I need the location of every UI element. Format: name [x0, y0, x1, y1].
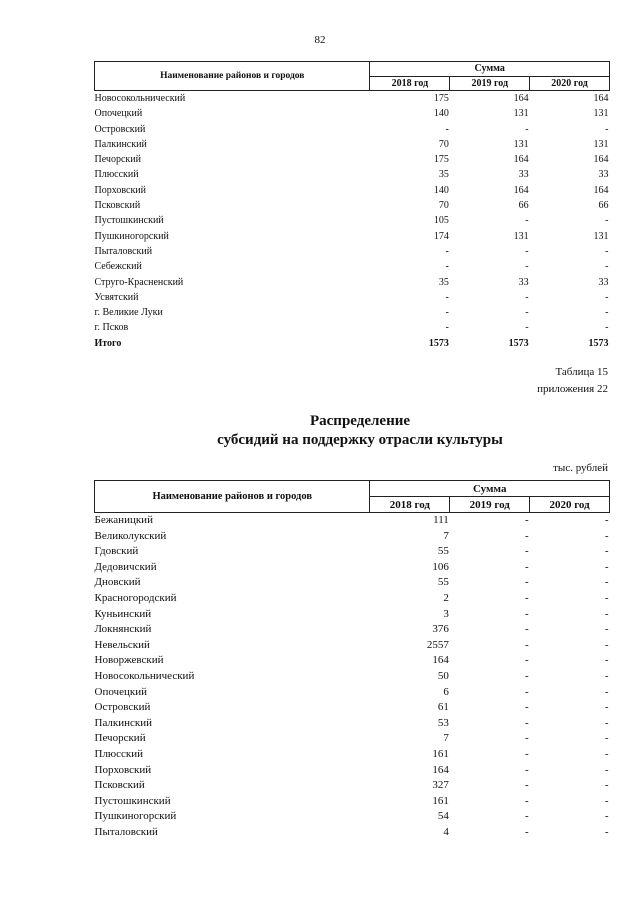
district-name: Гдовский [94, 545, 139, 558]
value-2019: - [525, 322, 529, 334]
value-2018: 53 [437, 716, 449, 729]
table-row [95, 560, 610, 576]
header-year-2019: 2019 год [450, 76, 530, 91]
district-name: Пушкиногорский [94, 230, 169, 242]
value-2020: - [605, 245, 609, 257]
value-2018: 1573 [428, 337, 449, 349]
value-2018: 105 [433, 215, 449, 227]
table-row [95, 544, 610, 560]
value-2018: 50 [437, 669, 449, 682]
district-name: г. Псков [94, 322, 129, 334]
value-2019: - [524, 638, 529, 651]
value-2019: 164 [513, 93, 529, 104]
value-2019: - [524, 591, 529, 604]
value-2019: - [525, 215, 529, 227]
value-2020: - [604, 638, 609, 651]
table-row [95, 575, 610, 591]
table-row [95, 669, 610, 685]
value-2018: 2 [443, 591, 449, 604]
table-row [95, 152, 610, 167]
table-row [95, 91, 610, 107]
header-year-2018: 2018 год [370, 76, 450, 91]
district-name: Новосокольнический [94, 669, 195, 682]
table-row [95, 825, 610, 841]
value-2018: 106 [432, 560, 449, 573]
value-2018: 175 [433, 93, 449, 104]
table-row [95, 763, 610, 779]
value-2020: - [605, 123, 609, 135]
table-row [95, 320, 610, 335]
table-row [95, 259, 610, 274]
table-row [95, 700, 610, 716]
value-2020: 164 [593, 93, 609, 104]
value-2019: 66 [518, 200, 529, 212]
value-2018: - [445, 291, 449, 303]
value-2019: - [524, 529, 529, 542]
table-row [95, 685, 610, 701]
district-name: Псковский [94, 779, 145, 792]
table-row [95, 638, 610, 654]
table-row [95, 244, 610, 259]
value-2019: - [524, 732, 529, 745]
value-2020: - [604, 545, 609, 558]
table-row [95, 290, 610, 305]
value-2020: - [605, 291, 609, 303]
district-name: Струго-Красненский [94, 276, 184, 288]
value-2020: 164 [593, 154, 609, 166]
district-name: Плюсский [94, 747, 144, 760]
value-2018: 140 [433, 108, 449, 120]
district-name: Палкинский [94, 138, 147, 150]
table-row [95, 275, 610, 290]
table-row [95, 305, 610, 320]
value-2020: - [604, 716, 609, 729]
district-name: Новоржевский [94, 654, 164, 667]
value-2018: - [445, 322, 449, 334]
value-2020: - [604, 623, 609, 636]
district-name: Великолукский [94, 529, 167, 542]
header-name-column: Наименование районов и городов [95, 62, 370, 91]
value-2018: 35 [438, 169, 449, 181]
value-2019: 33 [518, 169, 529, 181]
table-row [95, 137, 610, 152]
value-2018: 70 [438, 138, 449, 150]
district-name: Опочецкий [94, 685, 147, 698]
value-2019: - [524, 701, 529, 714]
value-2019: - [524, 763, 529, 776]
district-name: Усвятский [94, 291, 139, 303]
header-year-2020: 2020 год [530, 76, 610, 91]
value-2019: 164 [513, 154, 529, 166]
district-name: Дновский [94, 576, 141, 589]
district-name: Красногородский [94, 591, 177, 604]
header-name-column: Наименование районов и городов [95, 481, 370, 513]
district-name: Пустошкинский [94, 215, 164, 227]
value-2018: 7 [443, 529, 449, 542]
value-2019: 164 [513, 184, 529, 196]
value-2019: - [525, 123, 529, 135]
table-row [95, 716, 610, 732]
table-row [95, 183, 610, 198]
value-2020: - [604, 763, 609, 776]
value-2020: - [604, 529, 609, 542]
table-row [95, 213, 610, 228]
value-2018: 164 [432, 654, 449, 667]
district-name: Пыталовский [94, 825, 158, 838]
header-year-2019: 2019 год [450, 497, 530, 513]
value-2020: - [604, 701, 609, 714]
value-2019: 1573 [508, 337, 529, 349]
value-2020: - [604, 591, 609, 604]
value-2020: 131 [593, 230, 609, 242]
value-2020: 66 [598, 200, 609, 212]
value-2020: 164 [593, 184, 609, 196]
value-2019: - [524, 825, 529, 838]
district-name: Итого [94, 337, 122, 349]
table-label: Таблица 15 [555, 366, 608, 378]
district-name: Печорский [94, 732, 146, 745]
culture-subsidy-table [94, 480, 610, 840]
units-label: тыс. рублей [553, 462, 608, 474]
value-2019: - [524, 747, 529, 760]
value-2020: - [604, 794, 609, 807]
district-name: Дедовичский [94, 560, 157, 573]
table-row [95, 591, 610, 607]
value-2020: 131 [593, 138, 609, 150]
district-name: Островский [94, 701, 151, 714]
value-2019: - [524, 545, 529, 558]
district-name: Локнянский [94, 623, 152, 636]
header-year-2018: 2018 год [370, 497, 450, 513]
section-title: Распределение [309, 413, 411, 429]
value-2020: - [604, 779, 609, 792]
value-2020: - [604, 607, 609, 620]
district-name: Куньинский [94, 607, 152, 620]
district-name: Пустошкинский [94, 794, 171, 807]
value-2018: 140 [433, 184, 449, 196]
value-2018: 61 [437, 701, 449, 714]
value-2018: 4 [443, 825, 449, 838]
value-2018: - [445, 123, 449, 135]
district-name: Печорский [94, 154, 141, 166]
value-2019: - [524, 685, 529, 698]
value-2019: - [524, 794, 529, 807]
value-2018: 70 [438, 200, 449, 212]
district-name: Невельский [94, 638, 150, 651]
table-row [95, 122, 610, 137]
table-row [95, 198, 610, 213]
value-2020: - [604, 654, 609, 667]
table-row [95, 513, 610, 529]
value-2019: - [525, 307, 529, 319]
value-2018: 174 [433, 230, 449, 242]
value-2018: 2557 [426, 638, 449, 651]
district-name: Порховский [94, 763, 152, 776]
table-row [95, 167, 610, 182]
table-row [95, 529, 610, 545]
value-2018: 6 [443, 685, 449, 698]
table-row [95, 747, 610, 763]
value-2020: 131 [593, 108, 609, 120]
page-number: 82 [314, 34, 326, 46]
table-row [95, 229, 610, 244]
value-2020: - [604, 576, 609, 589]
value-2019: - [524, 810, 529, 823]
value-2019: - [524, 514, 529, 526]
value-2019: 131 [513, 108, 529, 120]
table-row [95, 607, 610, 623]
allocation-table-1 [94, 61, 610, 351]
value-2018: 35 [438, 276, 449, 288]
value-2020: - [604, 810, 609, 823]
table-row [95, 622, 610, 638]
value-2019: - [524, 623, 529, 636]
district-name: Пыталовский [94, 245, 153, 257]
table-row [95, 106, 610, 121]
district-name: Островский [94, 123, 146, 135]
table-row [95, 794, 610, 810]
value-2019: - [524, 716, 529, 729]
district-name: Себежский [94, 261, 142, 273]
district-name: Палкинский [94, 716, 153, 729]
value-2019: - [525, 261, 529, 273]
value-2020: - [604, 825, 609, 838]
value-2020: - [604, 514, 609, 526]
value-2020: 33 [598, 276, 609, 288]
value-2019: 131 [513, 138, 529, 150]
district-name: Псковский [94, 200, 141, 212]
value-2018: 55 [437, 545, 449, 558]
value-2018: 175 [433, 154, 449, 166]
value-2018: 376 [432, 623, 449, 636]
value-2020: - [604, 560, 609, 573]
header-sum: Сумма [370, 62, 610, 77]
value-2020: - [605, 261, 609, 273]
value-2019: - [524, 779, 529, 792]
value-2019: 131 [513, 230, 529, 242]
value-2020: - [604, 669, 609, 682]
district-name: Плюсский [94, 169, 139, 181]
value-2020: - [605, 307, 609, 319]
value-2018: 161 [432, 794, 449, 807]
value-2018: 7 [443, 732, 449, 745]
value-2019: - [524, 576, 529, 589]
value-2018: 3 [443, 607, 449, 620]
value-2019: - [524, 607, 529, 620]
value-2019: - [524, 560, 529, 573]
district-name: Новосокольнический [94, 93, 186, 104]
value-2018: 111 [433, 514, 449, 526]
appendix-label: приложения 22 [537, 383, 608, 395]
table-row [95, 778, 610, 794]
value-2019: - [525, 291, 529, 303]
section-subtitle: субсидий на поддержку отрасли культуры [217, 432, 503, 448]
value-2020: - [605, 322, 609, 334]
value-2020: - [605, 215, 609, 227]
value-2018: 327 [432, 779, 449, 792]
value-2019: - [525, 245, 529, 257]
value-2020: 33 [598, 169, 609, 181]
district-name: Бежаницкий [94, 514, 153, 526]
header-sum: Сумма [370, 481, 610, 497]
value-2018: 161 [432, 747, 449, 760]
value-2018: 164 [432, 763, 449, 776]
value-2018: - [445, 307, 449, 319]
table-row [95, 653, 610, 669]
district-name: г. Великие Луки [94, 307, 163, 319]
value-2020: - [604, 747, 609, 760]
district-name: Пушкиногорский [94, 810, 177, 823]
value-2018: 54 [437, 810, 449, 823]
header-year-2020: 2020 год [530, 497, 610, 513]
district-name: Опочецкий [94, 108, 143, 120]
value-2018: - [445, 245, 449, 257]
value-2018: 55 [437, 576, 449, 589]
value-2020: - [604, 685, 609, 698]
value-2018: - [445, 261, 449, 273]
value-2019: - [524, 669, 529, 682]
value-2019: 33 [518, 276, 529, 288]
table-row [95, 809, 610, 825]
value-2020: 1573 [588, 337, 609, 349]
value-2019: - [524, 654, 529, 667]
table-row [95, 731, 610, 747]
total-row [95, 336, 610, 351]
value-2020: - [604, 732, 609, 745]
district-name: Порховский [94, 184, 147, 196]
